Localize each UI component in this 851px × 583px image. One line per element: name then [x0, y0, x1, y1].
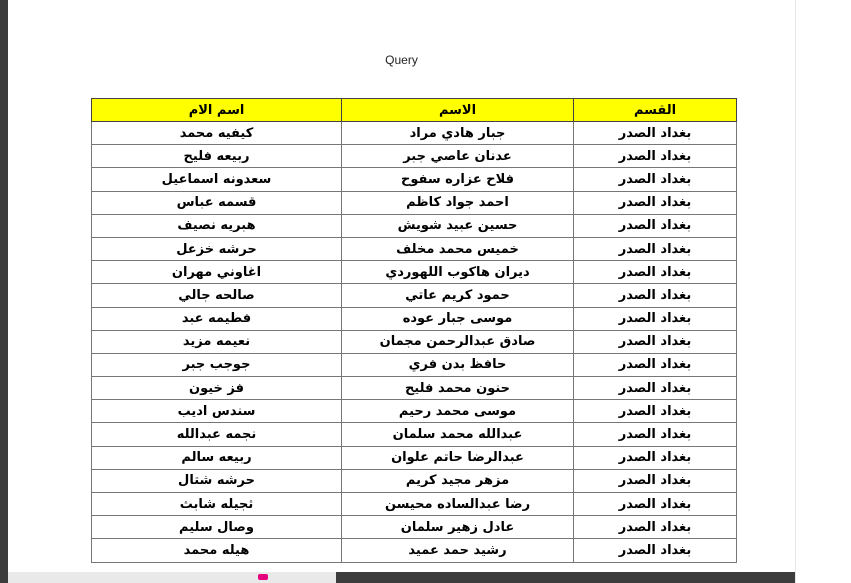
cell-name: فلاح عزاره سفوح	[342, 168, 574, 191]
page-marker-icon	[258, 574, 268, 580]
cell-name: رشيد حمد عميد	[342, 539, 574, 562]
cell-mother-name: نجمه عبدالله	[92, 423, 342, 446]
cell-department: بغداد الصدر	[574, 284, 737, 307]
cell-name: عبدالرضا حاتم علوان	[342, 446, 574, 469]
cell-mother-name: نعيمه مزيد	[92, 330, 342, 353]
cell-mother-name: قسمه عباس	[92, 191, 342, 214]
column-header-department: القسم	[574, 99, 737, 122]
cell-name: عدنان عاصي جبر	[342, 145, 574, 168]
table-body	[92, 122, 737, 563]
cell-name: حسين عبيد شويش	[342, 214, 574, 237]
cell-mother-name: اغاوني مهران	[92, 261, 342, 284]
cell-name: حافظ بدن فري	[342, 353, 574, 376]
cell-department: بغداد الصدر	[574, 493, 737, 516]
cell-department: بغداد الصدر	[574, 539, 737, 562]
table-row	[92, 261, 737, 284]
cell-mother-name: وصال سليم	[92, 516, 342, 539]
cell-mother-name: هبريه نصيف	[92, 214, 342, 237]
table-row	[92, 539, 737, 562]
table-row	[92, 214, 737, 237]
table-row	[92, 377, 737, 400]
cell-name: رضا عبدالساده محيسن	[342, 493, 574, 516]
column-header-name: الاسم	[342, 99, 574, 122]
table-row	[92, 122, 737, 145]
cell-name: عادل زهير سلمان	[342, 516, 574, 539]
cell-name: عبدالله محمد سلمان	[342, 423, 574, 446]
cell-department: بغداد الصدر	[574, 237, 737, 260]
table-header-row	[92, 99, 737, 122]
cell-mother-name: هيله محمد	[92, 539, 342, 562]
table-row	[92, 353, 737, 376]
cell-department: بغداد الصدر	[574, 191, 737, 214]
cell-name: ديران هاكوب اللهوردي	[342, 261, 574, 284]
cell-department: بغداد الصدر	[574, 353, 737, 376]
cell-department: بغداد الصدر	[574, 307, 737, 330]
table-row	[92, 446, 737, 469]
cell-department: بغداد الصدر	[574, 377, 737, 400]
cell-mother-name: ثجيله شابث	[92, 493, 342, 516]
viewer-right-gutter	[795, 0, 851, 583]
cell-department: بغداد الصدر	[574, 469, 737, 492]
cell-mother-name: جوجب جبر	[92, 353, 342, 376]
cell-mother-name: فز خيون	[92, 377, 342, 400]
table-row	[92, 307, 737, 330]
cell-department: بغداد الصدر	[574, 400, 737, 423]
cell-mother-name: صالحه جالي	[92, 284, 342, 307]
cell-mother-name: ربيعه سالم	[92, 446, 342, 469]
cell-mother-name: حرشه خزعل	[92, 237, 342, 260]
cell-name: خميس محمد مخلف	[342, 237, 574, 260]
table-row	[92, 191, 737, 214]
cell-mother-name: ربيعه فليح	[92, 145, 342, 168]
table-row	[92, 493, 737, 516]
cell-mother-name: حرشه شتال	[92, 469, 342, 492]
cell-mother-name: سعدونه اسماعيل	[92, 168, 342, 191]
cell-name: حنون محمد فليح	[342, 377, 574, 400]
cell-name: احمد جواد كاظم	[342, 191, 574, 214]
cell-department: بغداد الصدر	[574, 214, 737, 237]
document-page	[8, 0, 795, 572]
viewer-left-edge	[0, 0, 8, 583]
table-row	[92, 469, 737, 492]
records-table	[91, 98, 737, 563]
cell-department: بغداد الصدر	[574, 423, 737, 446]
cell-name: موسى جبار عوده	[342, 307, 574, 330]
cell-mother-name: سندس اديب	[92, 400, 342, 423]
cell-department: بغداد الصدر	[574, 145, 737, 168]
table-row	[92, 284, 737, 307]
column-header-mother-name: اسم الام	[92, 99, 342, 122]
page-title: Query	[385, 53, 418, 67]
table-row	[92, 516, 737, 539]
cell-name: حمود كريم عاتي	[342, 284, 574, 307]
cell-name: جبار هادي مراد	[342, 122, 574, 145]
cell-department: بغداد الصدر	[574, 122, 737, 145]
table-row	[92, 330, 737, 353]
cell-department: بغداد الصدر	[574, 168, 737, 191]
table-row	[92, 145, 737, 168]
cell-department: بغداد الصدر	[574, 330, 737, 353]
cell-department: بغداد الصدر	[574, 516, 737, 539]
cell-department: بغداد الصدر	[574, 446, 737, 469]
table-row	[92, 237, 737, 260]
viewer-bottom-panel	[336, 572, 795, 583]
table-row	[92, 168, 737, 191]
table-row	[92, 423, 737, 446]
cell-name: مزهر مجيد كريم	[342, 469, 574, 492]
cell-department: بغداد الصدر	[574, 261, 737, 284]
cell-name: صادق عبدالرحمن مجمان	[342, 330, 574, 353]
cell-mother-name: كيفيه محمد	[92, 122, 342, 145]
table-row	[92, 400, 737, 423]
cell-mother-name: فطيمه عبد	[92, 307, 342, 330]
cell-name: موسى محمد رحيم	[342, 400, 574, 423]
